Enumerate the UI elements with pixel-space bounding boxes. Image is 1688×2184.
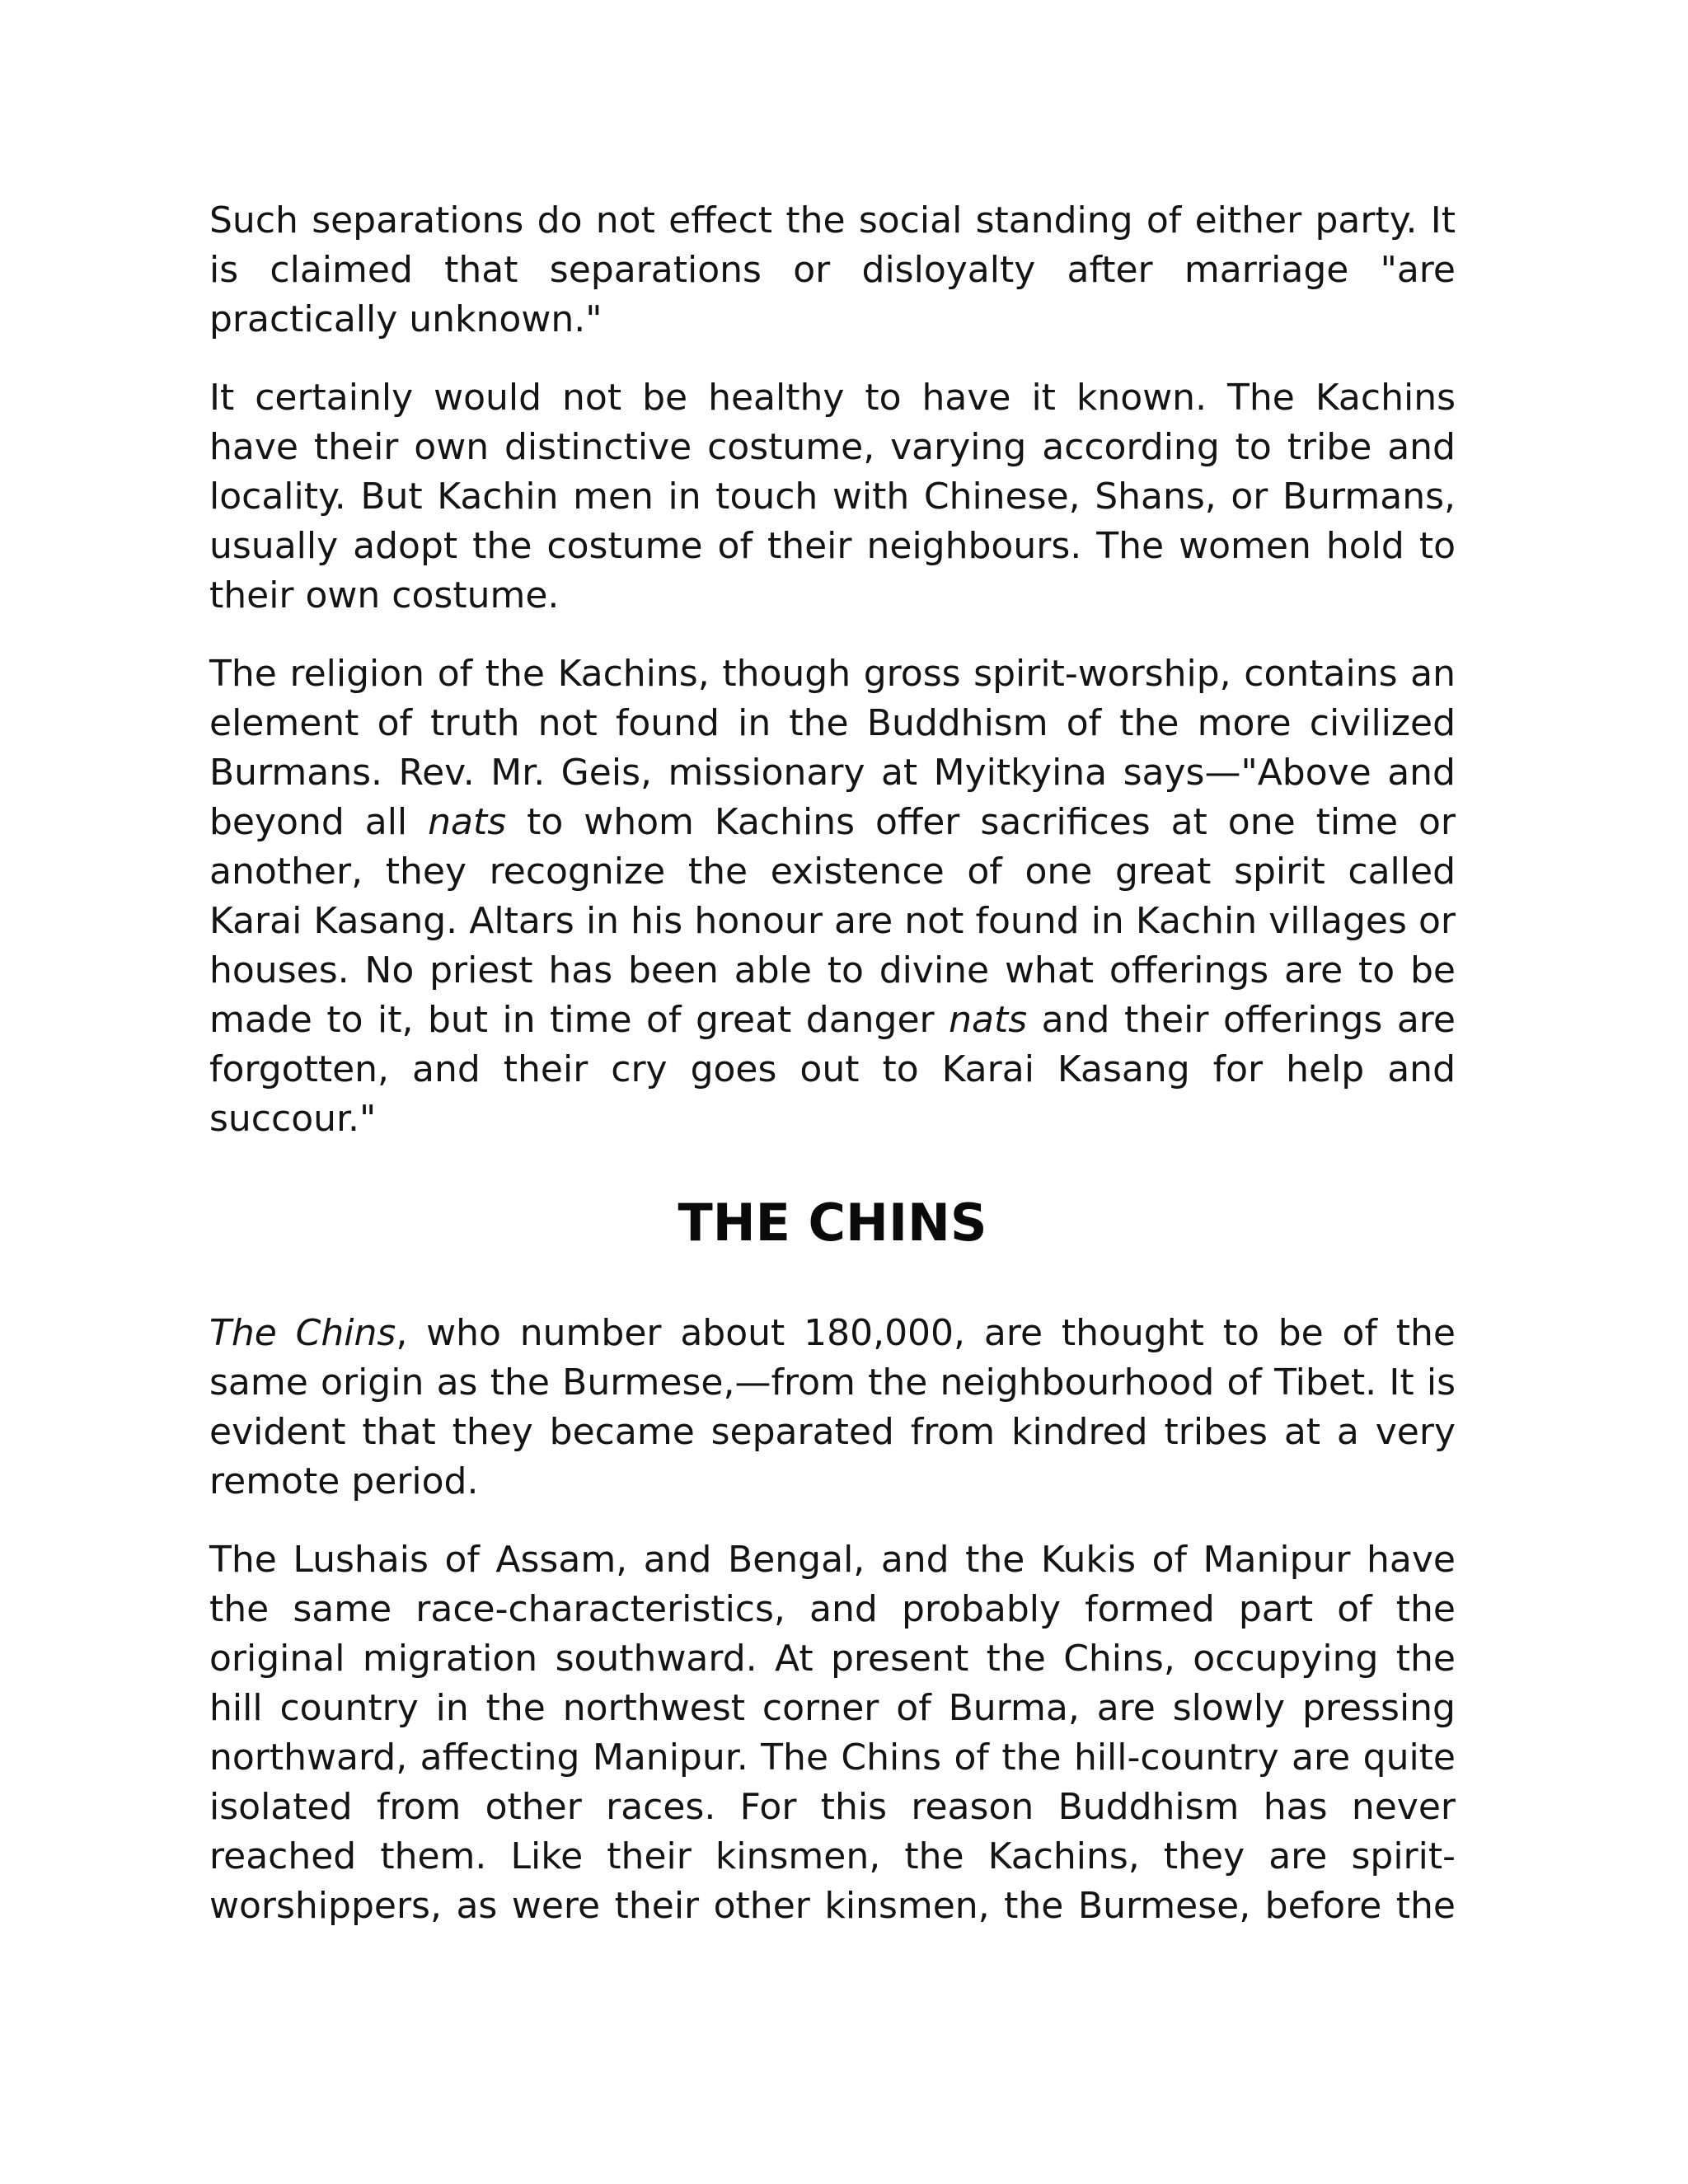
italic-term-nats: nats: [428, 801, 507, 843]
paragraph-text: , who number about 180,000, are thought to be of the same origin as the Burmese,—from the neighbourhood of Tibet. It is evident that they became separated from kindred tribes at a very remote period.: [209, 1312, 1456, 1502]
document-page: [209, 196, 1456, 1960]
paragraph-text: to whom Kachins offer sacrifices at one time or another, they recognize the existence of one great spirit called Karai Kasang. Altars in his honour are not found in Kachin villages or houses. No priest has been able to divine what offerings are to be made to it, but in time of great danger: [209, 801, 1456, 1041]
paragraph-text: and their offerings are forgotten, and their cry goes out to Karai Kasang for help and succour.": [209, 999, 1456, 1140]
paragraph-chins-intro: [209, 1309, 1456, 1507]
italic-term-nats: nats: [949, 999, 1028, 1041]
section-heading: THE CHINS: [678, 1193, 987, 1253]
paragraph-text: Such separations do not effect the social standing of either party. It is claimed that separations or disloyalty after marriage "are practically unknown.": [209, 199, 1456, 340]
paragraph-text: It certainly would not be healthy to have it known. The Kachins have their own distinctive costume, varying according to tribe and locality. But Kachin men in touch with Chinese, Shans, or Burmans, usually adopt the costume of their neighbours. The women hold to their own costume.: [209, 377, 1456, 616]
paragraph-lushais: [209, 1535, 1456, 1931]
paragraph-religion: [209, 649, 1456, 1144]
italic-term-the-chins: The Chins: [209, 1312, 396, 1354]
paragraph-text: The religion of the Kachins, though gross spirit-worship, contains an element of truth not found in the Buddhism of the more civilized Burmans. Rev. Mr. Geis, missionary at Myitkyina says—"Above and beyond all: [209, 653, 1456, 843]
paragraph-text: The Lushais of Assam, and Bengal, and the Kukis of Manipur have the same race-characteristics, and probably formed part of the original migration southward. At present the Chins, occupying the hill country in the northwest corner of Burma, are slowly pressing northward, affecting Manipur. The Chins of the hill-country are quite isolated from other races. For this reason Buddhism has never reached them. Like their kinsmen, the Kachins, they are spirit-worshippers, as were their other kinsmen, the Burmese, before the: [209, 1539, 1456, 1927]
paragraph-costume: [209, 373, 1456, 621]
paragraph-separations: [209, 196, 1456, 344]
